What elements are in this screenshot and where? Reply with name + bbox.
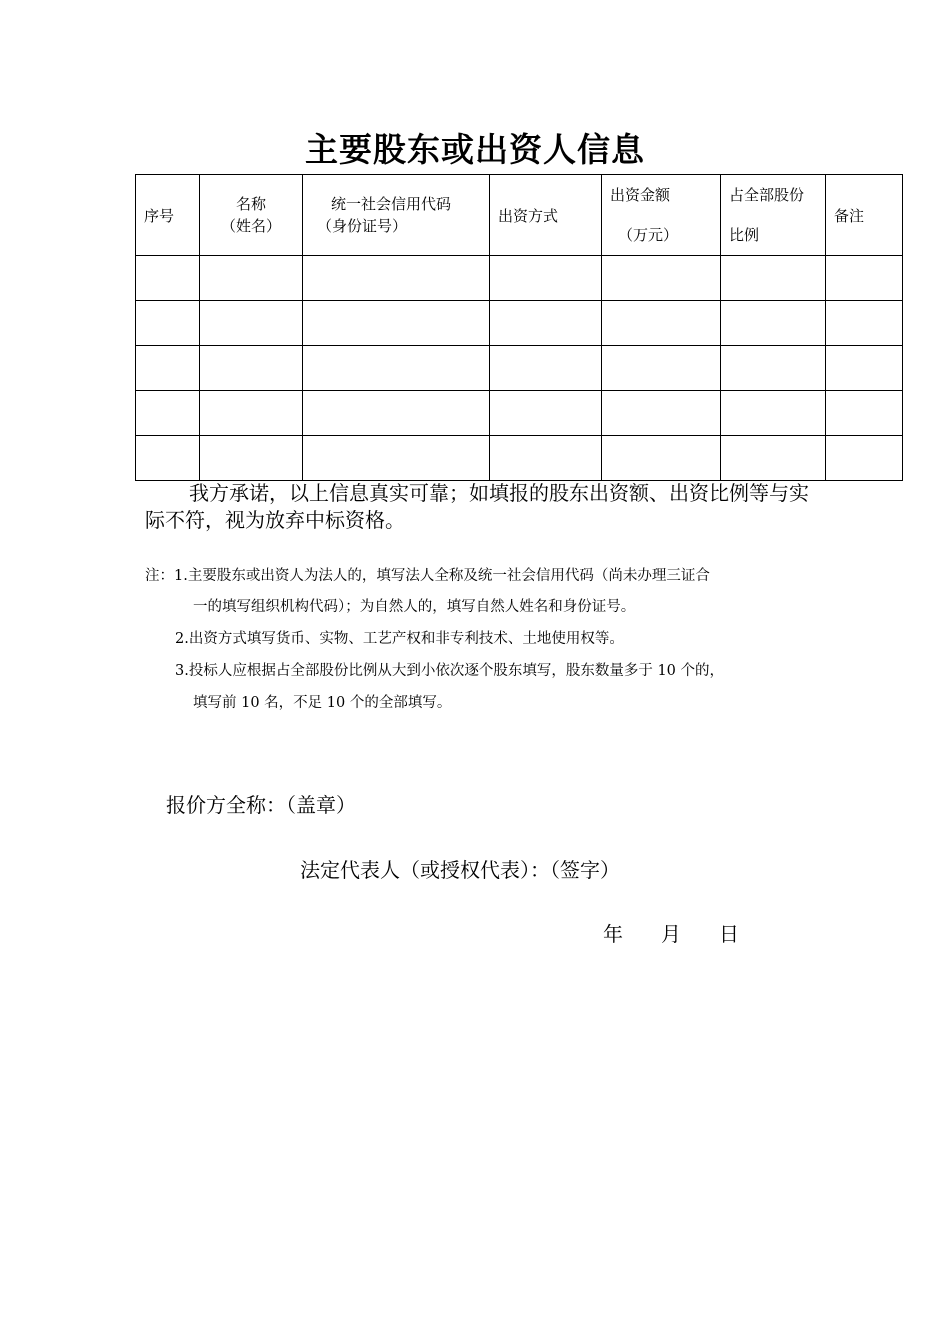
header-seq: 序号 [136,175,200,256]
cell-amount[interactable] [602,391,721,436]
cell-seq[interactable] [136,346,200,391]
cell-seq[interactable] [136,301,200,346]
cell-amount[interactable] [602,436,721,481]
cell-method[interactable] [490,391,602,436]
table-row [136,391,903,436]
cell-seq[interactable] [136,436,200,481]
cell-method[interactable] [490,436,602,481]
header-name-line1: 名称 [235,195,266,213]
table-row [136,436,903,481]
header-remark: 备注 [826,175,903,256]
cell-ratio[interactable] [721,436,826,481]
cell-code[interactable] [303,346,490,391]
cell-method[interactable] [490,301,602,346]
cell-amount[interactable] [602,301,721,346]
header-amount-line2: （万元） [618,226,679,244]
cell-ratio[interactable] [721,346,826,391]
cell-name[interactable] [200,436,303,481]
header-code-line2: （身份证号） [317,217,408,235]
note-line-4: 3.投标人应根据占全部股份比例从大到小依次逐个股东填写，股东数量多于 10 个的， [175,663,725,679]
shareholder-table [135,174,903,481]
cell-name[interactable] [200,346,303,391]
table-row [136,346,903,391]
cell-remark[interactable] [826,391,903,436]
cell-seq[interactable] [136,256,200,301]
note-line-2: 一的填写组织机构代码）；为自然人的，填写自然人姓名和身份证号。 [193,599,636,615]
table-header-row [136,175,903,256]
header-name-line2: （姓名） [220,217,281,235]
note-line-5: 填写前 10 名，不足 10 个的全部填写。 [193,695,452,711]
header-amount-line1: 出资金额 [610,186,671,204]
header-name [200,175,303,256]
cell-code[interactable] [303,256,490,301]
cell-ratio[interactable] [721,301,826,346]
header-ratio-line1: 占全部股份 [729,186,805,204]
header-amount [602,175,721,256]
note-line-3: 2.出资方式填写货币、实物、工艺产权和非专利技术、土地使用权等。 [175,631,624,647]
cell-seq[interactable] [136,391,200,436]
page-title: 主要股东或出资人信息 [305,130,645,169]
header-code [303,175,490,256]
cell-ratio[interactable] [721,256,826,301]
header-code-line1: 统一社会信用代码 [331,195,452,213]
cell-code[interactable] [303,436,490,481]
cell-remark[interactable] [826,256,903,301]
cell-amount[interactable] [602,346,721,391]
pledge-statement: 我方承诺，以上信息真实可靠；如填报的股东出资额、出资比例等与实际不符，视为放弃中标资格。 [145,481,809,532]
bidder-name-line: 报价方全称：（盖章） [166,793,356,817]
date-year: 年 [603,922,623,946]
cell-ratio[interactable] [721,391,826,436]
header-ratio [721,175,826,256]
cell-amount[interactable] [602,256,721,301]
date-line [603,918,739,947]
cell-method[interactable] [490,346,602,391]
date-day: 日 [719,922,739,946]
table-row [136,301,903,346]
representative-line: 法定代表人（或授权代表）：（签字） [300,858,620,882]
note-line-1: 注：1.主要股东或出资人为法人的，填写法人全称及统一社会信用代码（尚未办理三证合 [145,568,710,584]
table-row [136,256,903,301]
cell-name[interactable] [200,301,303,346]
cell-remark[interactable] [826,436,903,481]
cell-remark[interactable] [826,301,903,346]
cell-name[interactable] [200,391,303,436]
cell-code[interactable] [303,301,490,346]
cell-name[interactable] [200,256,303,301]
date-month: 月 [661,922,681,946]
cell-code[interactable] [303,391,490,436]
header-ratio-line2: 比例 [729,226,760,244]
cell-method[interactable] [490,256,602,301]
header-method: 出资方式 [490,175,602,256]
cell-remark[interactable] [826,346,903,391]
